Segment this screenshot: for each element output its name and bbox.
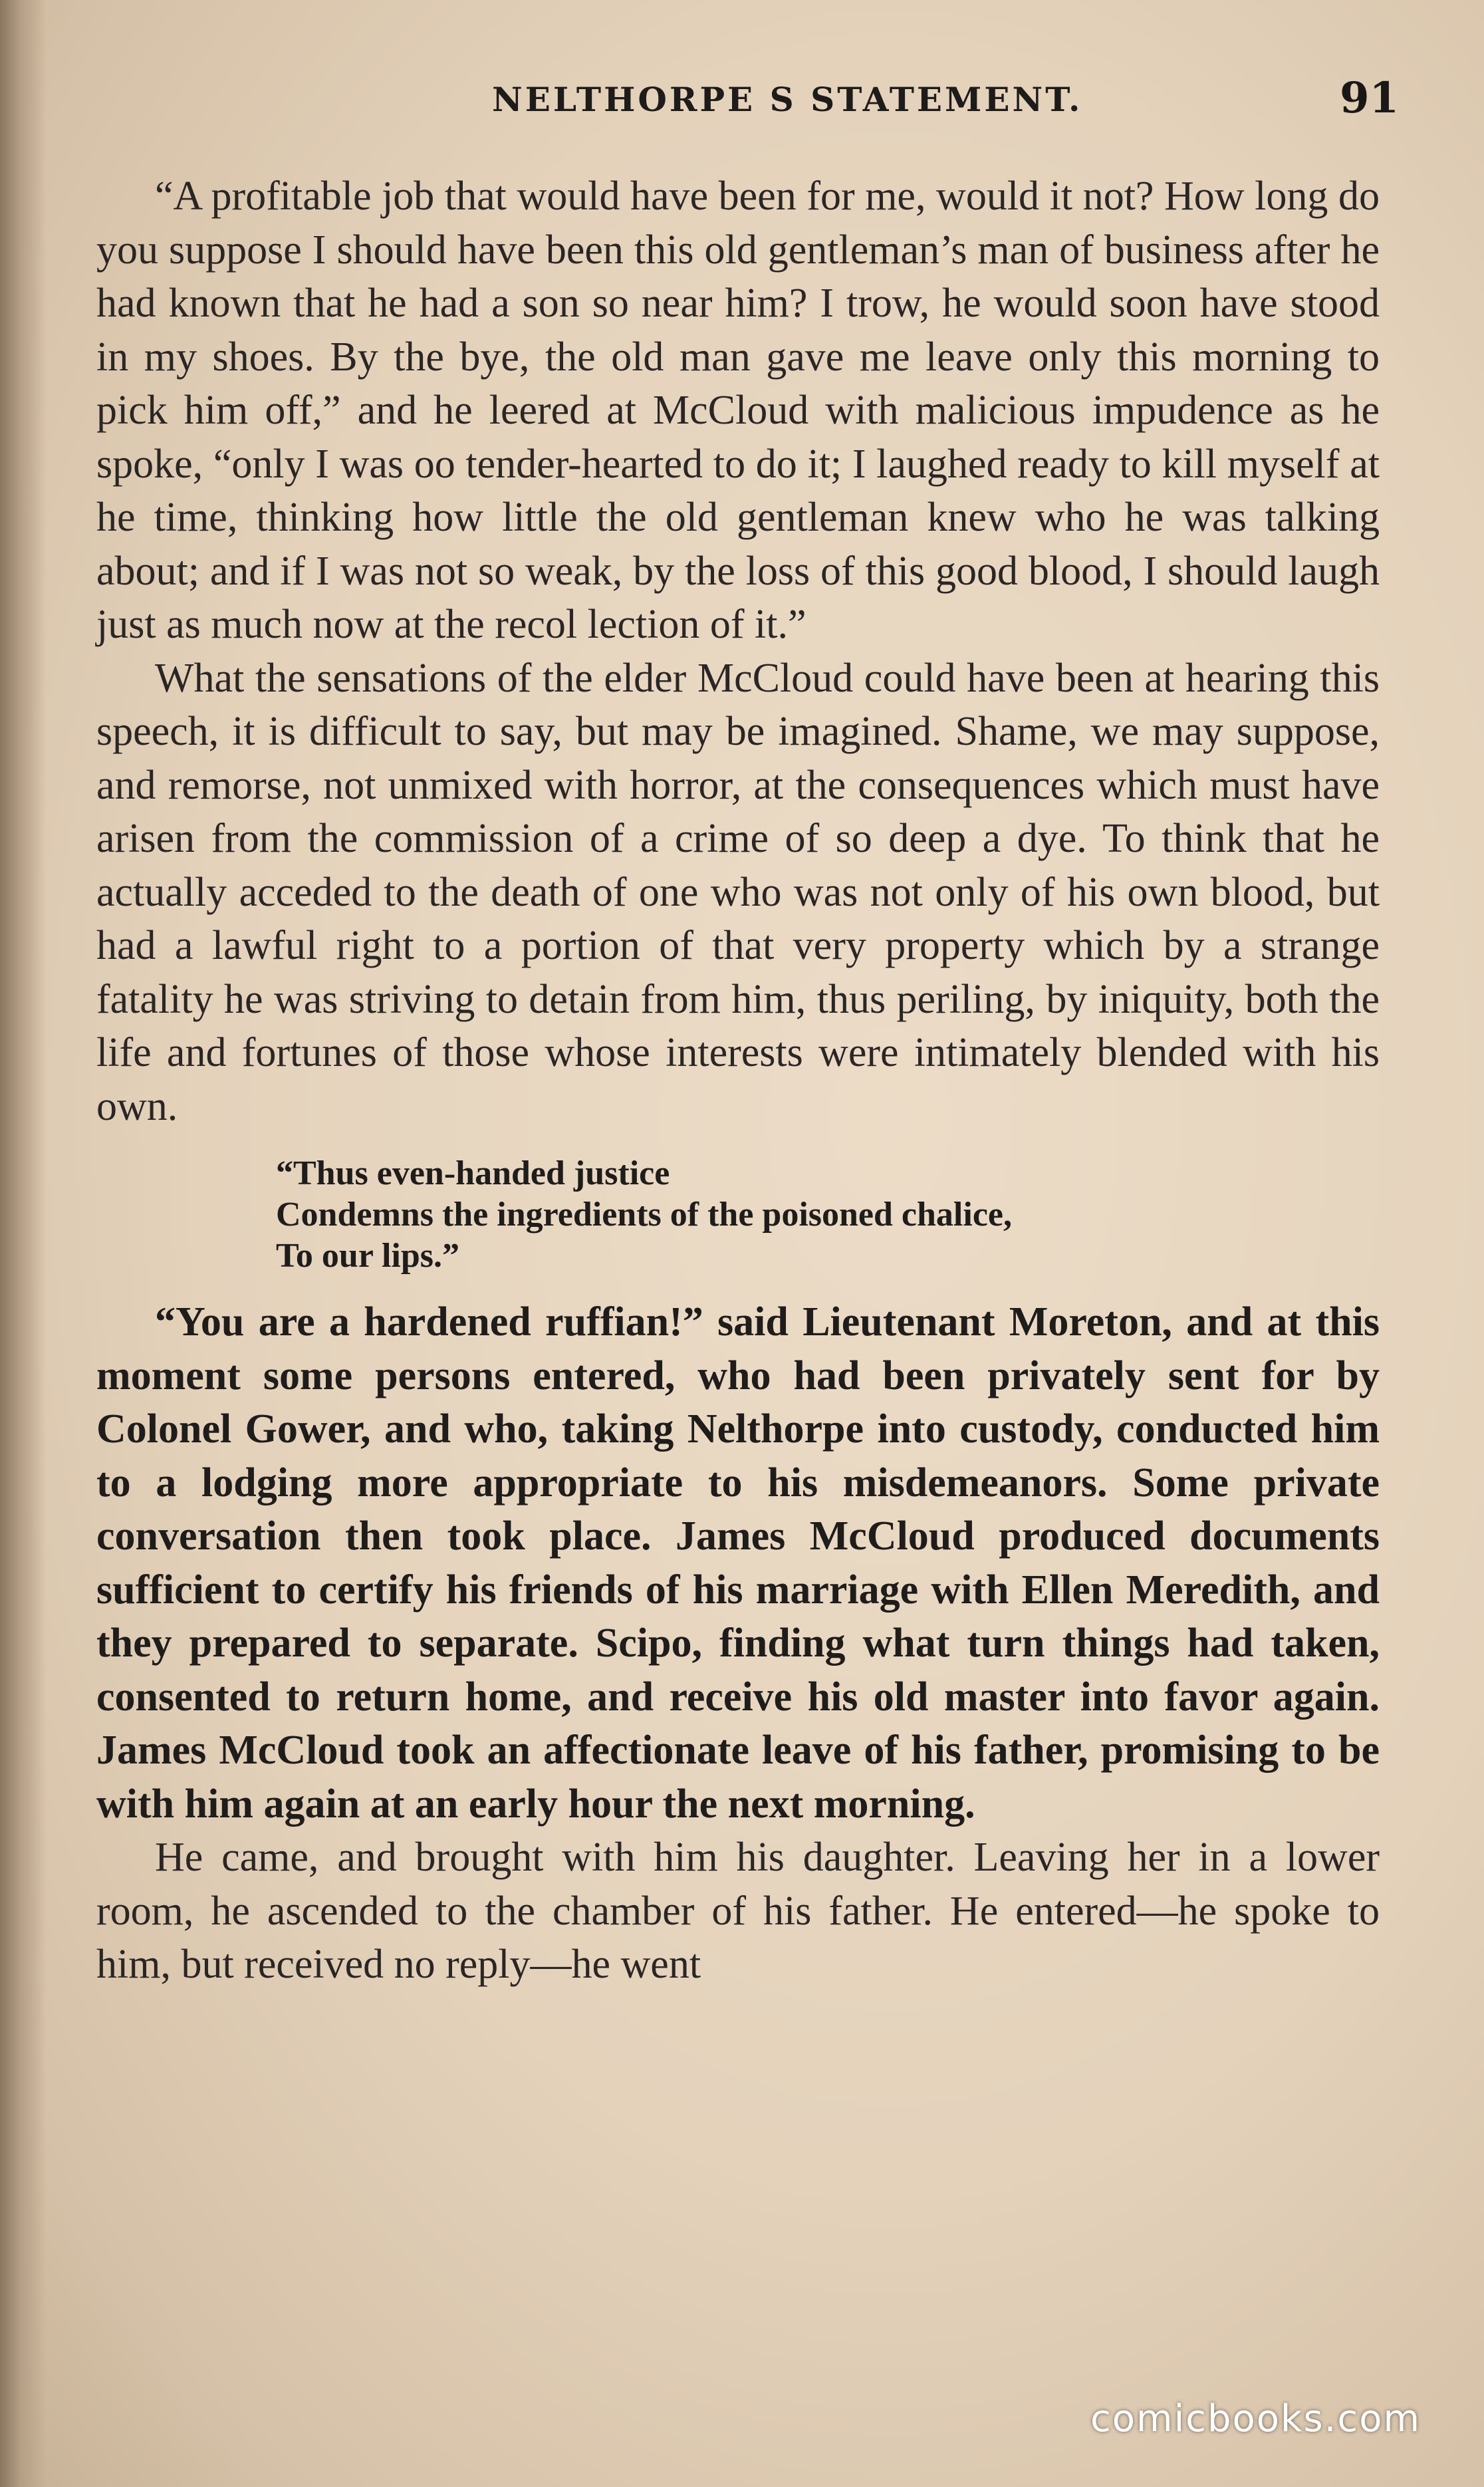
- paragraph-3: “You are a hardened ruffian!” said Lieutenant Moreton, and at this moment some persons entered, who had been privately sent for by Colonel Gower, and who, taking Nelthorpe into custody, conducted him to a lodging more appropriate to his misdemeanors. Some private conversation then took place. James McCloud produced documents sufficient to certify his friends of his marriage with Ellen Meredith, and they prepared to separate. Scipo, finding what turn things had taken, consented to return home, and receive his old master into favor again. James McCloud took an affectionate leave of his father, promising to be with him again at an early hour the next morning.: [96, 1299, 1380, 1827]
- watermark: comicbooks.com: [1090, 2397, 1422, 2440]
- page-header: [0, 73, 1484, 133]
- verse-line: To our lips.”: [276, 1237, 460, 1275]
- page-number: 91: [1340, 73, 1400, 123]
- running-head: NELTHORPE S STATEMENT.: [492, 80, 1083, 119]
- paragraph-1: “A profitable job that would have been for me, would it not? How long do you suppose I should have been this old gentleman’s man of business after he had known that he had a son so near him? I trow, he would soon have stood in my shoes. By the bye, the old man gave me leave only this morning to pick him off,” and he leered at McCloud with malicious impudence as he spoke, “only I was oo tender-hearted to do it; I laughed ready to kill myself at he time, thinking how little the old gentleman knew who he was talking about; and if I was not so weak, by the loss of this good blood, I should laugh just as much now at the recol lection of it.”: [96, 174, 1380, 647]
- paragraph-4: He came, and brought with him his daughter. Leaving her in a lower room, he ascended to the chamber of his father. He entered—he spoke to him, but received no reply—he went: [96, 1835, 1380, 1987]
- page-body: [96, 170, 1380, 1992]
- page-edge-shadow: [0, 0, 47, 2487]
- verse-quotation: [276, 1153, 1380, 1277]
- verse-line: “Thus even-handed justice: [276, 1154, 670, 1192]
- verse-line: Condemns the ingredients of the poisoned chalice,: [276, 1196, 1012, 1234]
- paragraph-2: What the sensations of the elder McCloud could have been at hearing this speech, it is difficult to say, but may be imagined. Shame, we may suppose, and remorse, not unmixed with horror, at the consequences which must have arisen from the commission of a crime of so deep a dye. To think that he actually acceded to the death of one who was not only of his own blood, but had a lawful right to a portion of that very property which by a strange fatality he was striving to detain from him, thus periling, by iniquity, both the life and fortunes of those whose interests were intimately blended with his own.: [96, 655, 1380, 1129]
